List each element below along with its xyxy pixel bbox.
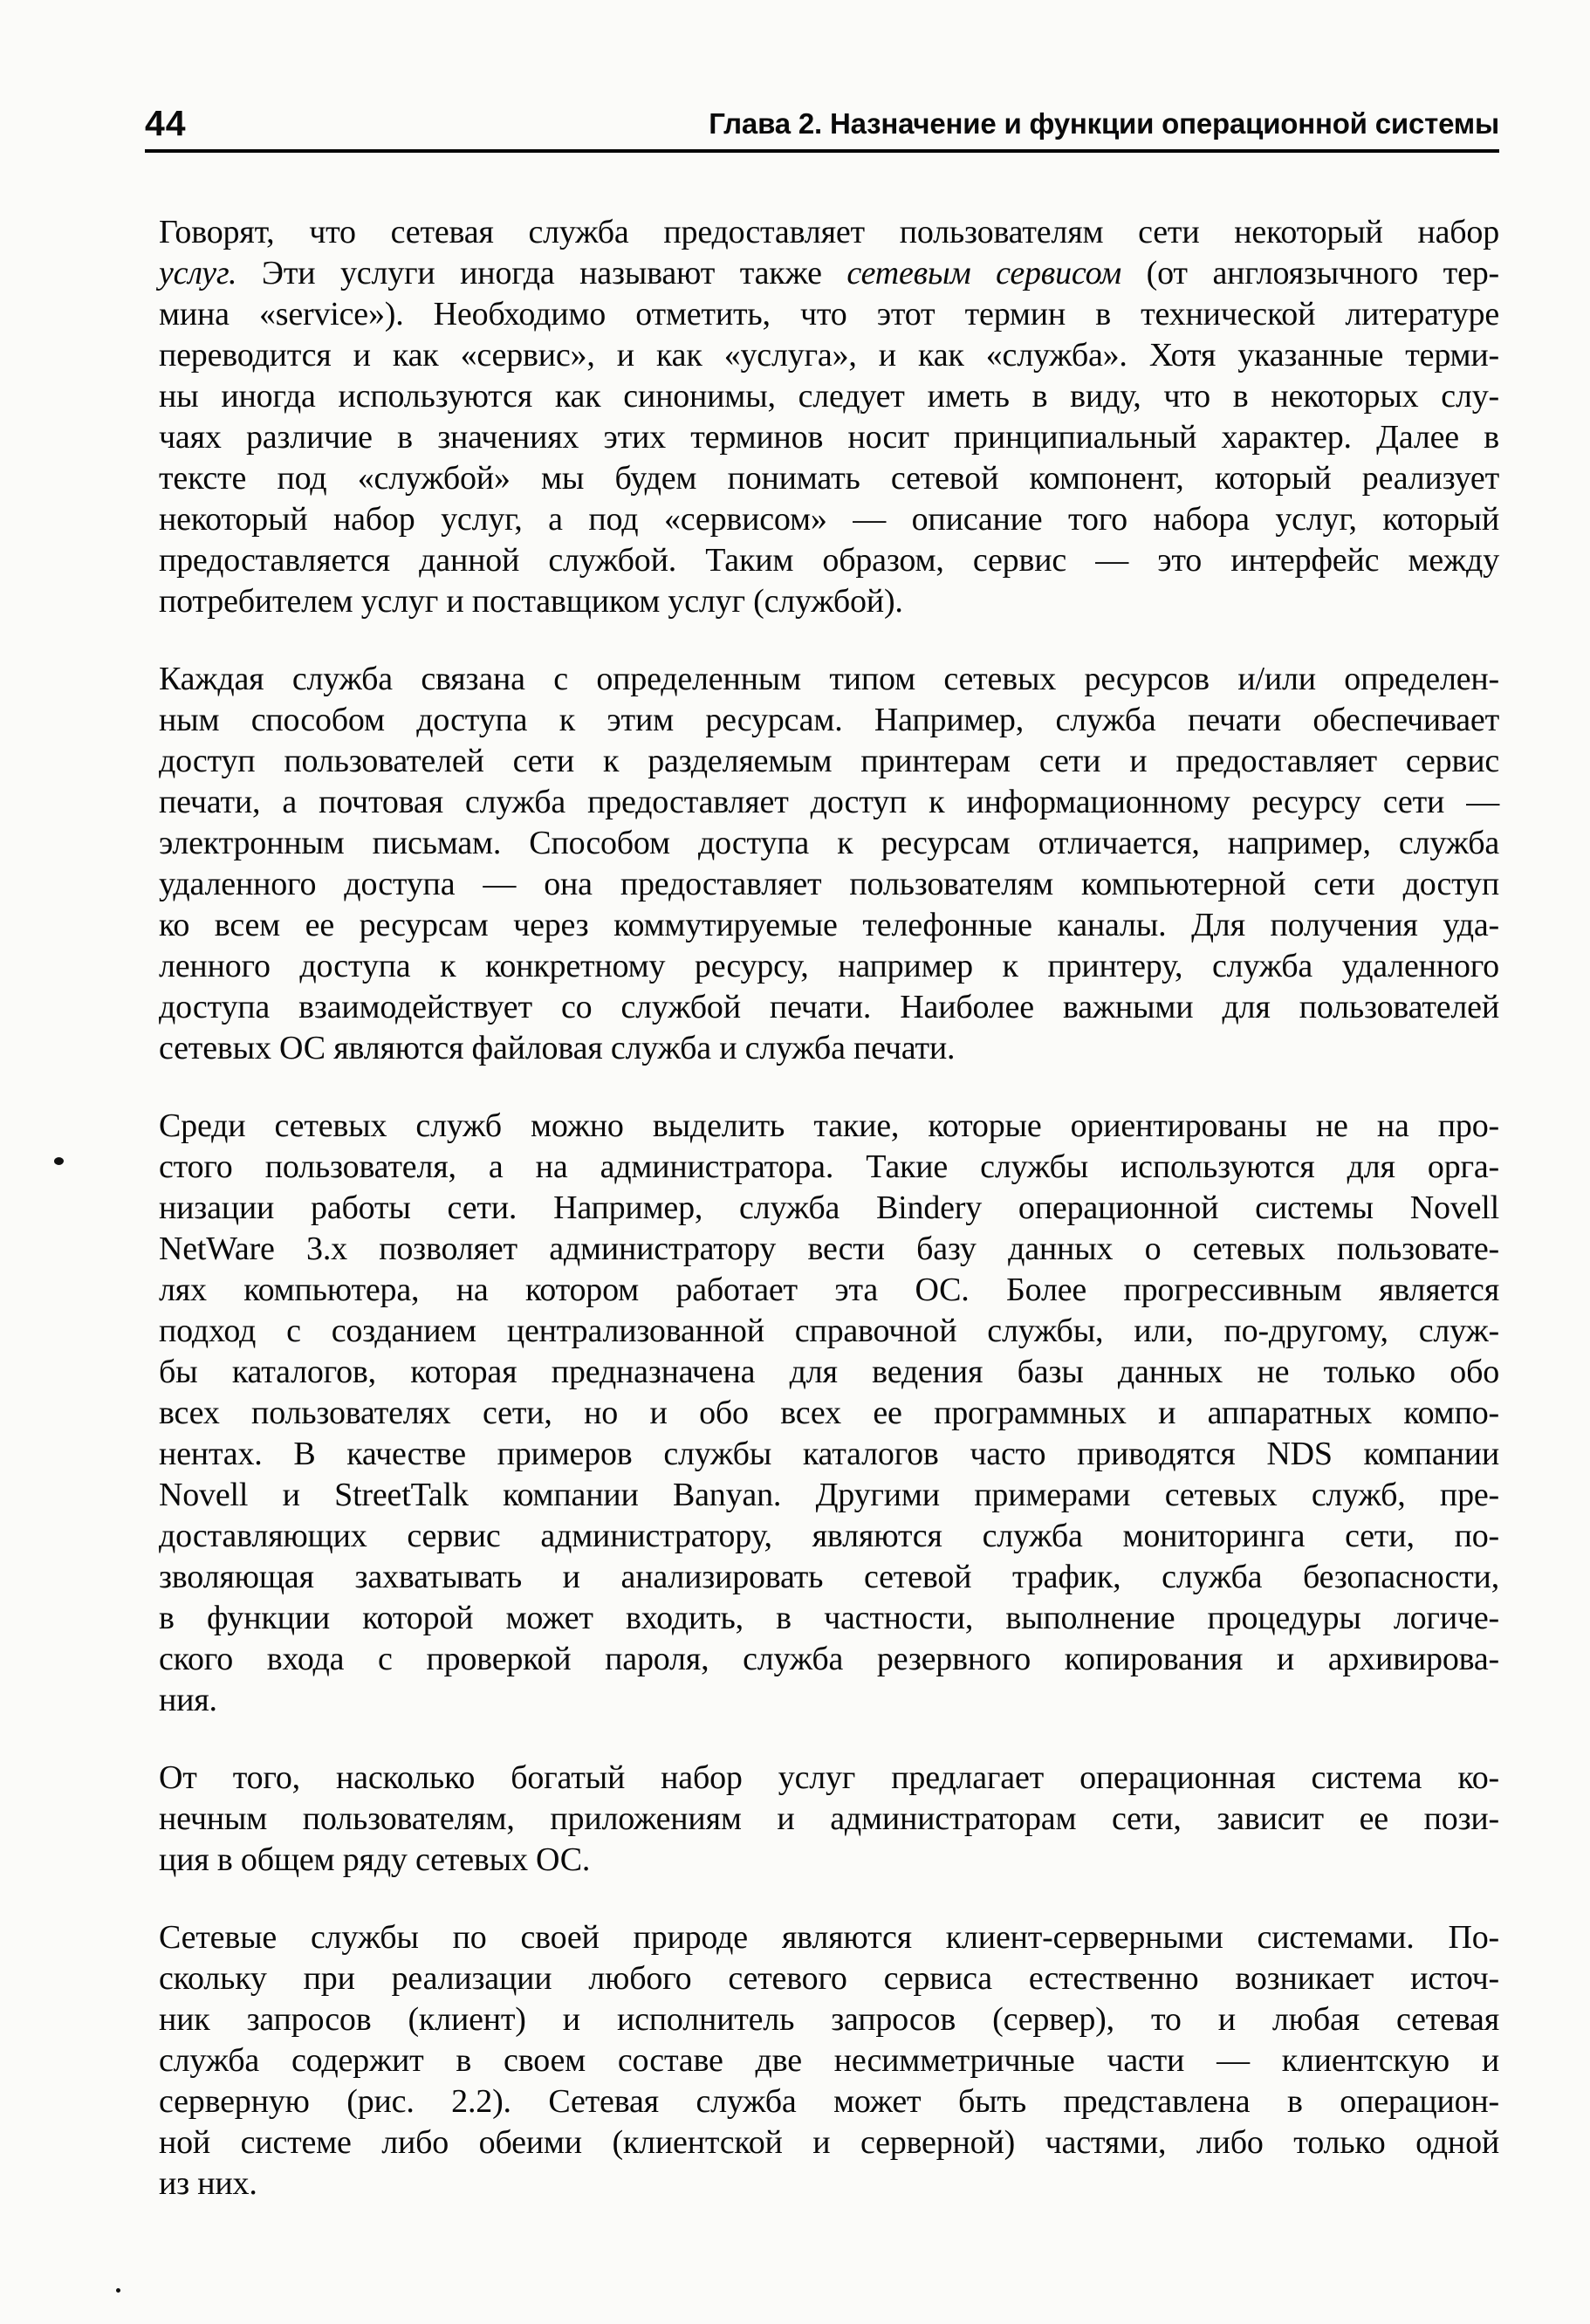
text-run: От того, насколько богатый набор услуг предлагает операционная система ко- (159, 1759, 1499, 1796)
text-line (159, 1917, 1499, 1958)
text-line (159, 2163, 1499, 2204)
text-run: ник запросов (клиент) и исполнитель запросов (сервер), то и любая сетевая (159, 2001, 1499, 2038)
text-line (159, 1229, 1499, 1270)
text-line (159, 1958, 1499, 1999)
paragraph (159, 1917, 1499, 2204)
text-line (159, 782, 1499, 823)
text-line (159, 212, 1499, 253)
text-run: лях компьютера, на котором работает эта ОС. Более прогрессивным является (159, 1272, 1499, 1308)
text-line (159, 1516, 1499, 1557)
text-run: Сетевые службы по своей природе являются клиент-серверными системами. По- (159, 1919, 1499, 1956)
text-run: из них. (159, 2165, 257, 2202)
text-line (159, 1680, 1499, 1721)
text-line (159, 581, 1499, 622)
text-block (159, 212, 1499, 2204)
text-line (159, 823, 1499, 864)
text-run: доступ пользователей сети к разделяемым принтерам сети и предоставляет сервис (159, 743, 1499, 779)
text-run: подход с созданием централизованной справочной службы, или, по-другому, служ- (159, 1313, 1499, 1349)
text-run: доставляющих сервис администратору, являются служба мониторинга сети, по- (159, 1518, 1499, 1554)
text-run: мина «service»). Необходимо отметить, что этот термин в технической литературе (159, 296, 1499, 332)
text-line (159, 1188, 1499, 1229)
text-line (159, 2040, 1499, 2081)
margin-speck-small (116, 2288, 120, 2293)
text-line (159, 946, 1499, 987)
paragraph (159, 1106, 1499, 1721)
text-line (159, 1557, 1499, 1598)
text-line (159, 499, 1499, 540)
text-line (159, 294, 1499, 335)
header-rule (145, 149, 1499, 153)
text-run: печати, а почтовая служба предоставляет доступ к информационному ресурсу сети — (159, 784, 1499, 820)
paragraph (159, 1758, 1499, 1881)
text-line (159, 1758, 1499, 1799)
text-line (159, 700, 1499, 741)
text-run: электронным письмам. Способом доступа к ресурсам отличается, например, служба (159, 825, 1499, 861)
text-line (159, 376, 1499, 417)
text-run: ленного доступа к конкретному ресурсу, например к принтеру, служба удаленного (159, 948, 1499, 984)
text-run: удаленного доступа — она предоставляет пользователям компьютерной сети доступ (159, 866, 1499, 902)
text-run: серверную (рис. 2.2). Сетевая служба может быть представлена в операцион- (159, 2083, 1499, 2120)
text-line (159, 335, 1499, 376)
text-run: всех пользователях сети, но и обо всех ее программных и аппаратных компо- (159, 1395, 1499, 1431)
text-run: ко всем ее ресурсам через коммутируемые телефонные каналы. Для получения уда- (159, 907, 1499, 943)
text-run: NetWare 3.x позволяет администратору вести базу данных о сетевых пользовате- (159, 1231, 1499, 1267)
text-run: нечным пользователям, приложениям и администраторам сети, зависит ее пози- (159, 1800, 1499, 1837)
text-run: ным способом доступа к этим ресурсам. Например, служба печати обеспечивает (159, 702, 1499, 738)
text-line (159, 540, 1499, 581)
text-line (159, 864, 1499, 905)
text-line (159, 1639, 1499, 1680)
text-line (159, 1598, 1499, 1639)
text-line (159, 1106, 1499, 1147)
text-run: услуг. (159, 255, 237, 291)
text-run: ского входа с проверкой пароля, служба резервного копирования и архивирова- (159, 1641, 1499, 1677)
text-run: потребителем услуг и поставщиком услуг (службой). (159, 583, 903, 620)
text-run: скольку при реализации любого сетевого сервиса естественно возникает источ- (159, 1960, 1499, 1997)
text-line (159, 458, 1499, 499)
text-run: нентах. В качестве примеров службы каталогов часто приводятся NDS компании (159, 1436, 1499, 1472)
text-line (159, 1028, 1499, 1069)
text-run: бы каталогов, которая предназначена для ведения базы данных не только обо (159, 1354, 1499, 1390)
text-run: ния. (159, 1682, 217, 1718)
text-run: предоставляется данной службой. Таким образом, сервис — это интерфейс между (159, 542, 1499, 579)
text-line (159, 659, 1499, 700)
text-line (159, 2081, 1499, 2122)
text-run: сетевым сервисом (846, 255, 1122, 291)
text-run: Среди сетевых служб можно выделить такие, которые ориентированы не на про- (159, 1107, 1499, 1144)
text-line (159, 987, 1499, 1028)
text-run: некоторый набор услуг, а под «сервисом» — описание того набора услуг, который (159, 501, 1499, 538)
running-title: Глава 2. Назначение и функции операционной системы (709, 107, 1499, 140)
text-run: служба содержит в своем составе две несимметричные части — клиентскую и (159, 2042, 1499, 2079)
text-run: переводится и как «сервис», и как «услуга», и как «служба». Хотя указанные терми- (159, 337, 1499, 374)
text-line (159, 741, 1499, 782)
text-line (159, 1147, 1499, 1188)
text-line (159, 1799, 1499, 1840)
text-line (159, 1393, 1499, 1434)
text-line (159, 1311, 1499, 1352)
text-run: Эти услуги иногда называют также (236, 255, 847, 291)
text-line (159, 1434, 1499, 1475)
text-line (159, 253, 1499, 294)
text-run: ной системе либо обеими (клиентской и серверной) частями, либо только одной (159, 2124, 1499, 2161)
text-run: ция в общем ряду сетевых ОС. (159, 1841, 591, 1878)
text-run: зволяющая захватывать и анализировать сетевой трафик, служба безопасности, (159, 1559, 1499, 1595)
text-run: сетевых ОС являются файловая служба и служба печати. (159, 1030, 956, 1066)
text-run: в функции которой может входить, в частности, выполнение процедуры логиче- (159, 1600, 1499, 1636)
text-run: Каждая служба связана с определенным типом сетевых ресурсов и/или определен- (159, 661, 1499, 697)
text-line (159, 417, 1499, 458)
text-line (159, 1270, 1499, 1311)
text-line (159, 2122, 1499, 2163)
text-run: тексте под «службой» мы будем понимать сетевой компонент, который реализует (159, 460, 1499, 497)
page-number: 44 (145, 103, 187, 143)
text-run: чаях различие в значениях этих терминов носит принципиальный характер. Далее в (159, 419, 1499, 456)
text-run: стого пользователя, а на администратора. Такие службы используются для орга- (159, 1148, 1499, 1185)
text-line (159, 1352, 1499, 1393)
text-run: низации работы сети. Например, служба Bindery операционной системы Novell (159, 1189, 1499, 1226)
text-run: ны иногда используются как синонимы, следует иметь в виду, что в некоторых слу- (159, 378, 1499, 415)
paragraph (159, 659, 1499, 1069)
text-run: доступа взаимодействует со службой печати. Наиболее важными для пользователей (159, 989, 1499, 1025)
text-line (159, 1840, 1499, 1881)
text-run: Говорят, что сетевая служба предоставляет пользователям сети некоторый набор (159, 214, 1499, 250)
text-run: Novell и StreetTalk компании Banyan. Другими примерами сетевых служб, пре- (159, 1477, 1499, 1513)
text-line (159, 1475, 1499, 1516)
text-line (159, 1999, 1499, 2040)
text-line (159, 905, 1499, 946)
text-run: (от англоязычного тер- (1121, 255, 1500, 291)
margin-speck (54, 1157, 64, 1165)
paragraph (159, 212, 1499, 622)
page-header (145, 105, 1499, 141)
